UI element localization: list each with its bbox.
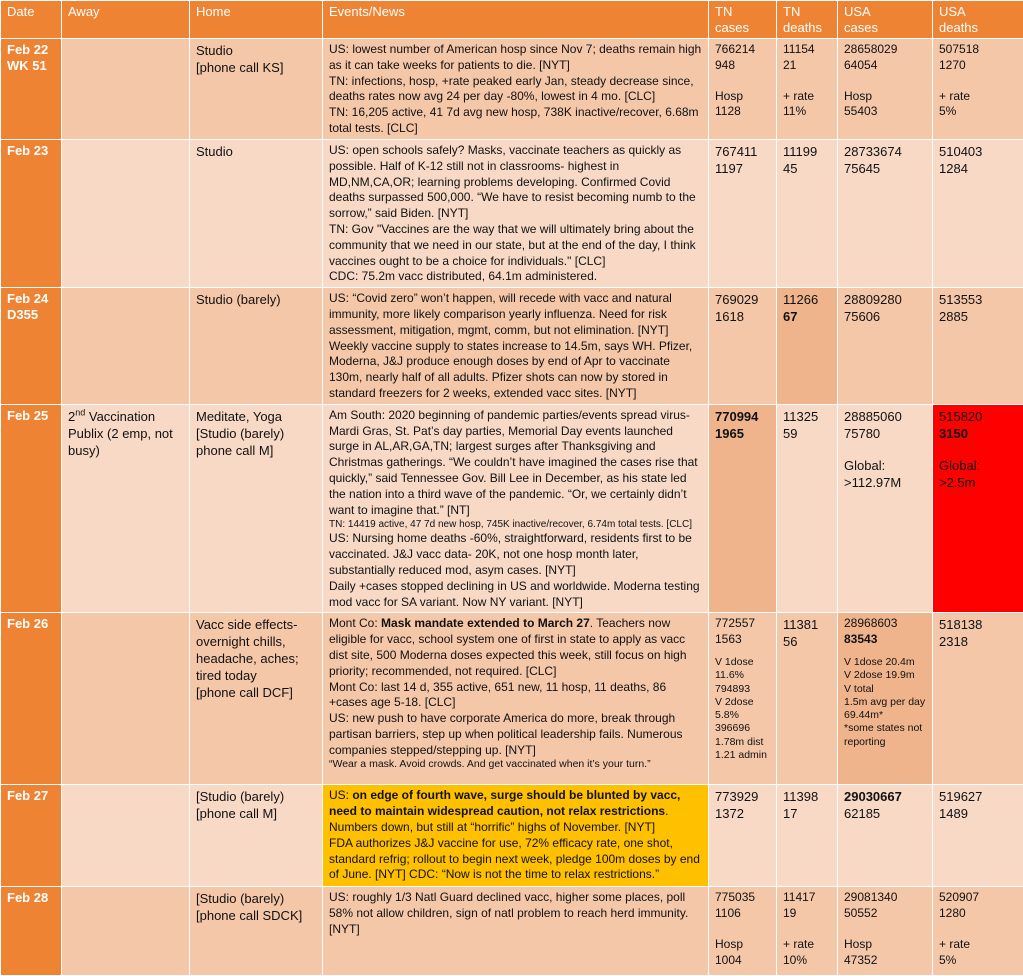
events-cell: Am South: 2020 beginning of pandemic parties/events spread virus- Mardi Gras, St. Pat’s day parties, Memorial Day events launched surge in AL,AR,GA,TN; largest surges after Thanksgiving and Christmas gatherings. “We couldn’t have imagined the cases rise that quickly,” said Tennessee Gov. Bill Lee in December, as his state led the nation into a third wave of the pandemic. “Or, we certainly didn’t want to imagine that.” [NT] TN: 14419 active, 47 7d new hosp, 745K inactive/recover, 6.74m total tests. [CLC] US: Nursing home deaths -60%, straightforward, residents first to be vaccinated. J&J vacc data- 20K, not one hosp month later, substantially reduced mod, asym cases. [NYT] Daily +cases stopped declining in US and worldwide. Moderna testing mod vacc for SA variant. Now NY variant. [NYT]	[323, 404, 709, 613]
table-row	[1, 288, 1023, 405]
tn-cases-cell: 773929 1372	[709, 785, 777, 887]
date-cell: Feb 28	[1, 887, 62, 976]
table-row	[1, 39, 1023, 140]
usa-cases-cell: 28733674 75645	[838, 140, 933, 288]
header-events: Events/News	[323, 1, 709, 39]
home-cell: Studio [phone call KS]	[190, 39, 323, 140]
usa-cases-cell: 28809280 75606	[838, 288, 933, 405]
events-cell: US: lowest number of American hosp since Nov 7; deaths remain high as it can take weeks for patients to die. [NYT] TN: infections, hosp, +rate peaked early Jan, steady decrease since, deaths rates now avg 24 per day -80%, lowest in 4 mo. [CLC] TN: 16,205 active, 41 7d avg new hosp, 738K inactive/recover, 6.68m total tests. [CLC]	[323, 39, 709, 140]
tn-deaths-cell: 11398 17	[777, 785, 838, 887]
away-cell	[62, 288, 190, 405]
usa-cases-cell: 28885060 75780 Global: >112.97M	[838, 404, 933, 613]
away-cell	[62, 39, 190, 140]
away-cell	[62, 613, 190, 785]
header-usa-cases: USA cases	[838, 1, 933, 39]
usa-deaths-cell: 518138 2318	[933, 613, 1023, 785]
events-cell: US: “Covid zero” won’t happen, will recede with vacc and natural immunity, more likely comparison yearly influenza. Need for risk assessment, mitigation, mgmt, comm, but not elimination. [NYT] Weekly vaccine supply to states increase to 14.5m, says WH. Pfizer, Moderna, J&J produce enough doses by end of Apr to vaccinate 130m, nearly half of all adults. Pfizer shots can now by stored in standard freezers for 2 weeks, extended vacc sites. [NYT]	[323, 288, 709, 405]
tn-cases-cell: 767411 1197	[709, 140, 777, 288]
home-cell: [Studio (barely) [phone call SDCK]	[190, 887, 323, 976]
date-cell: Feb 23	[1, 140, 62, 288]
tn-deaths-cell: 11199 45	[777, 140, 838, 288]
header-tn-cases: TN cases	[709, 1, 777, 39]
header-home: Home	[190, 1, 323, 39]
home-cell: Studio (barely)	[190, 288, 323, 405]
tn-cases-cell: 769029 1618	[709, 288, 777, 405]
usa-deaths-cell: 513553 2885	[933, 288, 1023, 405]
date-cell: Feb 22 WK 51	[1, 39, 62, 140]
tn-deaths-cell: 11154 21 + rate 11%	[777, 39, 838, 140]
table-row	[1, 613, 1023, 785]
tn-deaths-cell: 11325 59	[777, 404, 838, 613]
home-cell: Vacc side effects- overnight chills, headache, aches; tired today [phone call DCF]	[190, 613, 323, 785]
home-cell: Studio	[190, 140, 323, 288]
header-date: Date	[1, 1, 62, 39]
usa-cases-cell: 28658029 64054 Hosp 55403	[838, 39, 933, 140]
date-cell: Feb 24 D355	[1, 288, 62, 405]
tn-cases-cell: 772557 1563 V 1dose 11.6% 794893 V 2dose 5.8% 396696 1.78m dist 1.21 admin	[709, 613, 777, 785]
header-tn-deaths: TN deaths	[777, 1, 838, 39]
events-cell: US: roughly 1/3 Natl Guard declined vacc, higher some places, poll 58% not allow children, sign of natl problem to reach herd immunity. [NYT]	[323, 887, 709, 976]
usa-cases-cell: 29081340 50552 Hosp 47352	[838, 887, 933, 976]
usa-deaths-cell: 519627 1489	[933, 785, 1023, 887]
tn-cases-cell: 766214 948 Hosp 1128	[709, 39, 777, 140]
usa-deaths-cell: 510403 1284	[933, 140, 1023, 288]
tn-cases-cell: 775035 1106 Hosp 1004	[709, 887, 777, 976]
events-cell: Mont Co: Mask mandate extended to March 27. Teachers now eligible for vacc, school system one of first in state to apply as vacc dist site, 500 Moderna doses expected this week, still focus on high priority; recommended, not required. [CLC] Mont Co: last 14 d, 355 active, 651 new, 11 hosp, 11 deaths, 86 +cases age 5-18. [CLC] US: new push to have corporate America do more, break through partisan barriers, step up when political leadership fails. Numerous companies stepped/stepping up. [NYT] “Wear a mask. Avoid crowds. And get vaccinated when it’s your turn.”	[323, 613, 709, 785]
away-cell: 2nd Vaccination Publix (2 emp, not busy)	[62, 404, 190, 613]
date-cell: Feb 25	[1, 404, 62, 613]
home-cell: [Studio (barely) [phone call M]	[190, 785, 323, 887]
table-row	[1, 404, 1023, 613]
table-row	[1, 140, 1023, 288]
usa-cases-cell: 29030667 62185	[838, 785, 933, 887]
away-cell	[62, 887, 190, 976]
tn-deaths-cell: 11266 67	[777, 288, 838, 405]
header-row	[1, 1, 1023, 39]
away-cell	[62, 140, 190, 288]
table-row	[1, 785, 1023, 887]
usa-deaths-cell: 515820 3150 Global: >2.5m	[933, 404, 1023, 613]
date-cell: Feb 26	[1, 613, 62, 785]
tn-deaths-cell: 11381 56	[777, 613, 838, 785]
home-cell: Meditate, Yoga [Studio (barely) phone call M]	[190, 404, 323, 613]
usa-cases-cell: 28968603 83543 V 1dose 20.4m V 2dose 19.9m V total 1.5m avg per day 69.44m* *some states not reporting	[838, 613, 933, 785]
away-cell	[62, 785, 190, 887]
events-cell: US: open schools safely? Masks, vaccinate teachers as quickly as possible. Half of K-12 still not in classrooms- highest in MD,NM,CA,OR; learning problems developing. Confirmed Covid deaths surpassed 500,000. “We have to resist becoming numb to the sorrow,” said Biden. [NYT] TN: Gov "Vaccines are the way that we will ultimately bring about the community that we need in our state, but at the end of the day, I think vaccines ought to be a choice for individuals." [CLC] CDC: 75.2m vacc distributed, 64.1m administered.	[323, 140, 709, 288]
usa-deaths-cell: 520907 1280 + rate 5%	[933, 887, 1023, 976]
usa-deaths-cell: 507518 1270 + rate 5%	[933, 39, 1023, 140]
events-cell: US: on edge of fourth wave, surge should be blunted by vacc, need to maintain widespread caution, not relax restrictions. Numbers down, but still at “horrific” highs of November. [NYT] FDA authorizes J&J vaccine for use, 72% efficacy rate, one shot, standard refrig; rollout to begin next week, pledge 100m doses by end of June. [NYT] CDC: “Now is not the time to relax restrictions.”	[323, 785, 709, 887]
tn-deaths-cell: 11417 19 + rate 10%	[777, 887, 838, 976]
header-away: Away	[62, 1, 190, 39]
tn-cases-cell: 770994 1965	[709, 404, 777, 613]
date-cell: Feb 27	[1, 785, 62, 887]
table-row	[1, 887, 1023, 976]
header-usa-deaths: USA deaths	[933, 1, 1023, 39]
